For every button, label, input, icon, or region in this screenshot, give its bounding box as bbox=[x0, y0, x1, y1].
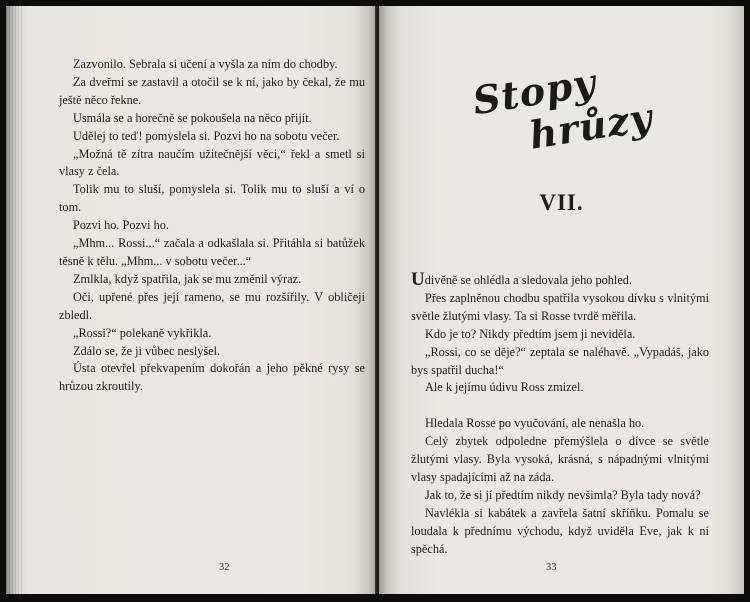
left-paragraph: Pozvi ho. Pozvi ho. bbox=[73, 218, 169, 233]
right-paragraph: „Rossi, co se děje?“ zeptala se naléhavě. „Vypadáš, jako bys spatřil ducha!“ bbox=[411, 344, 709, 377]
left-paragraph: Ústa otevřel překvapením dokořán a jeho pěkné rysy se hrůzou zkroutily. bbox=[59, 361, 365, 394]
open-book bbox=[6, 6, 744, 594]
right-paragraph: Celý zbytek odpoledne přemýšlela o dívce se světle žlutými vlasy. Byla vysoká, krásná, s nápadnými vlnitými vlasy spadajícími až na záda. bbox=[411, 434, 709, 484]
section-break bbox=[411, 397, 709, 415]
book-title-graphic bbox=[467, 66, 657, 152]
left-paragraph: „Mhm... Rossi...“ začala a odkašlala si. Přitáhla si batůžek těsně k tělu. „Mhm... v sobotu večer...“ bbox=[59, 236, 365, 268]
left-paragraph: Za dveřmi se zastavil a otočil se k ní, jako by čekal, že mu ještě něco řekne. bbox=[59, 74, 365, 107]
right-paragraph: Navlékla si kabátek a zavřela šatní skříňku. Pomalu se loudala k přednímu východu, když uviděla Eve, jak k ní spěchá. bbox=[411, 505, 709, 556]
left-paragraph: Usmála se a horečně se pokoušela na něco přijít. bbox=[73, 110, 312, 125]
right-paragraph: Jak to, že si jí předtím nikdy nevšimla? Byla tady nová? bbox=[425, 487, 701, 502]
chapter-heading: VII. bbox=[539, 190, 584, 215]
right-page-text bbox=[411, 269, 709, 558]
left-page bbox=[6, 6, 377, 594]
left-paragraph: Zazvonilo. Sebrala si učení a vyšla za ním do chodby. bbox=[73, 57, 338, 71]
title-word-2: hrůzy bbox=[526, 93, 656, 152]
left-paragraph: „Možná tě zítra naučím užitečnější věci,“ řekl a smetl si vlasy z čela. bbox=[59, 146, 365, 179]
drop-cap: U bbox=[411, 269, 425, 290]
right-paragraph: Ale k jejímu údivu Ross zmizel. bbox=[425, 380, 584, 395]
left-paragraph: Zmlkla, když spatřila, jak se mu změnil výraz. bbox=[73, 271, 302, 286]
right-paragraph: Přes zaplněnou chodbu spatřila vysokou dívku s vlnitými světle žlutými vlasy. Ta si Rosse tvrdě měřila. bbox=[411, 290, 709, 323]
left-page-text bbox=[59, 56, 365, 396]
left-paragraph: Zdálo se, že ji vůbec neslyšel. bbox=[73, 343, 221, 358]
right-paragraph: Kdo je to? Nikdy předtím jsem ji neviděla. bbox=[425, 326, 636, 341]
left-paragraph: Tolik mu to sluší, pomyslela si. Tolik mu to sluší a ví o tom. bbox=[59, 182, 365, 215]
left-paragraph: Oči, upřené přes její rameno, se mu rozšířily. V obličeji zbledl. bbox=[59, 289, 365, 322]
right-paragraph: Hledala Rosse po vyučování, ale nenašla ho. bbox=[425, 416, 645, 431]
title-word-1: Stopy bbox=[469, 66, 600, 124]
left-paragraph: Udělej to teď! pomyslela si. Pozvi ho na sobotu večer. bbox=[73, 128, 340, 143]
page-number-right: 33 bbox=[546, 562, 557, 573]
first-paragraph-text: divěně se ohlédla a sledovala jeho pohled. bbox=[424, 273, 633, 287]
right-page bbox=[379, 6, 744, 594]
left-paragraph: „Rossi?“ polekaně vykřikla. bbox=[73, 325, 212, 340]
page-number-left: 32 bbox=[219, 562, 230, 573]
first-paragraph bbox=[411, 269, 709, 290]
book-title-logo bbox=[467, 66, 657, 152]
